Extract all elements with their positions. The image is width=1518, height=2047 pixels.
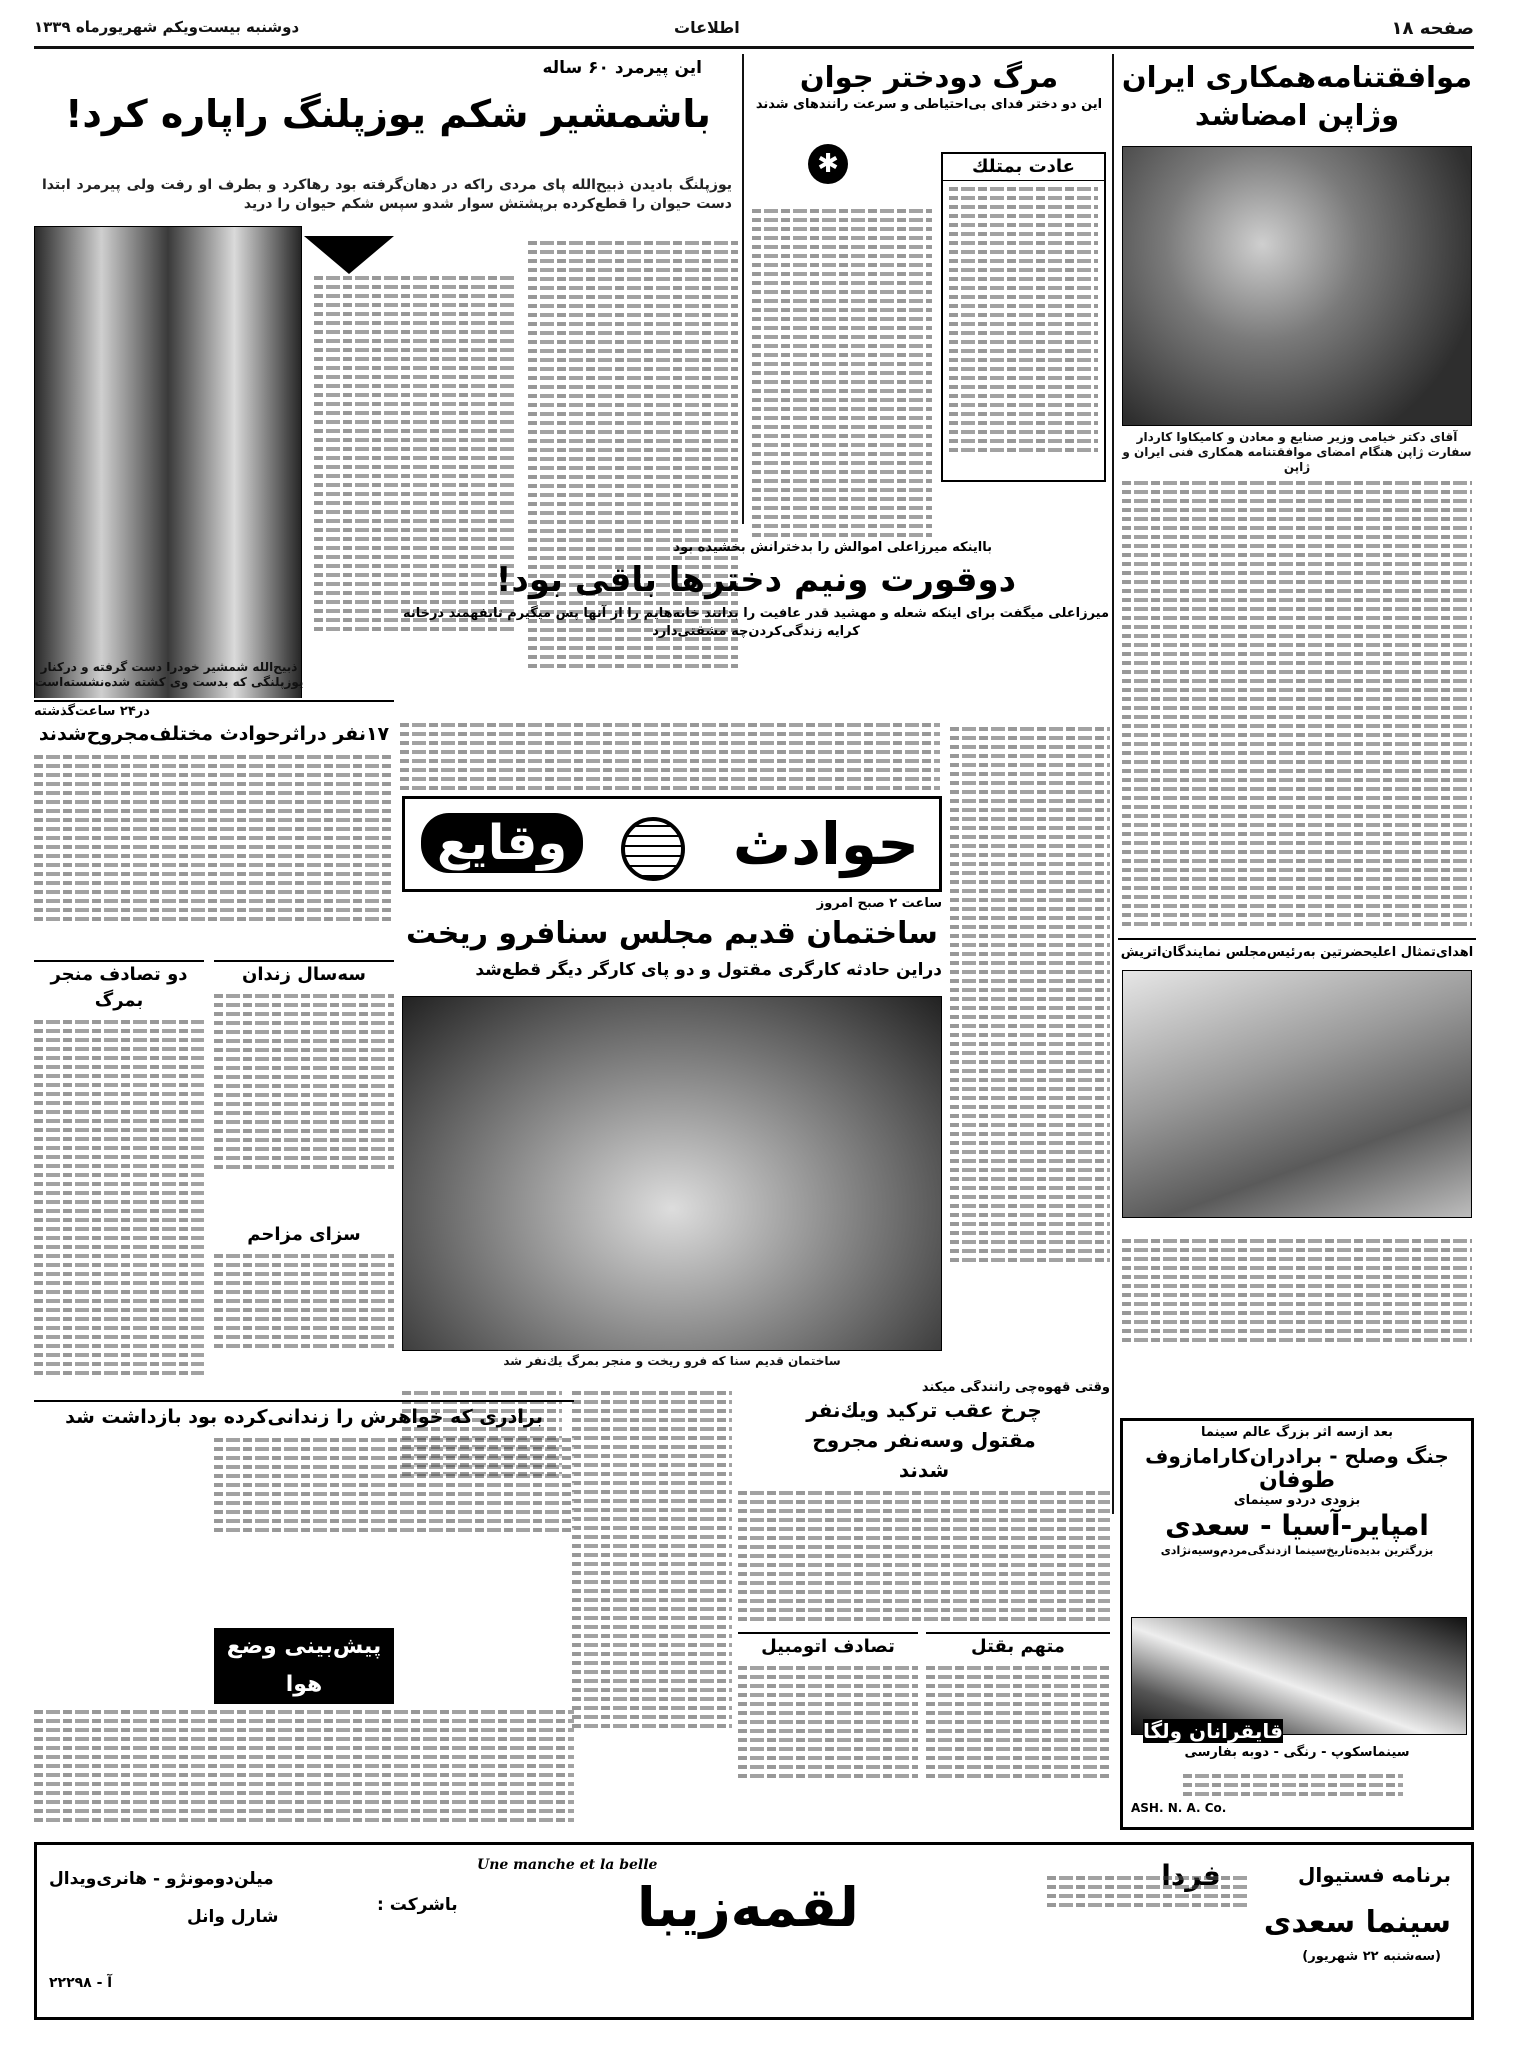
car-accident-title: تصادف اتومبیل: [738, 1632, 918, 1660]
cinema-films: جنگ وصلح - برادران‌کارامازوف: [1145, 1444, 1449, 1468]
two-and-half-article: [400, 540, 1112, 700]
festival-body: [1047, 1871, 1247, 1912]
senate-body: [572, 1386, 732, 1733]
harasser-body: [214, 1254, 394, 1348]
bus-article: [738, 1380, 1110, 1630]
gift-photo: [1122, 970, 1472, 1218]
star-emblem-icon: ✱: [808, 144, 848, 184]
last24-title: ۱۷نفر دراثرحوادث مختلف‌مجروح‌شدند: [38, 723, 390, 745]
senate-title: ساختمان قدیم مجلس سنافرو ریخت: [406, 916, 938, 951]
girls-death-title: مرگ دودختر جوان: [799, 60, 1059, 94]
senate-article: [402, 896, 942, 1376]
issue-date: دوشنبه بیست‌ویکم شهریورماه ۱۳۳۹: [34, 18, 300, 36]
girls-death-body: [752, 204, 932, 538]
leopard-title: باشمشیر شکم یوزپلنگ راپاره کرد!: [65, 92, 711, 136]
page-number: صفحه ۱۸: [1391, 18, 1474, 39]
weather-title: پیش‌بینی وضع هوا: [214, 1628, 394, 1704]
gift-title: اهدای‌تمثال اعلیحضرتین به‌رئیس‌مجلس نمایندگان‌اتریش: [1118, 938, 1476, 962]
cinema-names: امپایر-آسیا - سعدی: [1165, 1509, 1429, 1542]
agreement-body: [1122, 476, 1472, 931]
last24-label: در۲۴ ساعت‌گذشته: [34, 700, 394, 719]
globe-icon: [621, 817, 685, 881]
agreement-title-2: وژاپن امضاشد: [1194, 98, 1400, 132]
festival-cast-2: شارل وانل: [187, 1907, 279, 1927]
leopard-kicker: این پیرمرد ۶۰ ساله: [542, 58, 702, 78]
weather-body: [34, 1710, 574, 1822]
masthead: [34, 18, 1474, 42]
two-and-half-subtitle: میرزاعلی میگفت برای اینکه شعله و مهشید قدر عافیت را بدانند خانه‌هایم را از آنها پس میگیرم تابفهمند درخانه کرایه زندگی‌کردن‌چه مشقتی‌دارد: [402, 606, 1110, 639]
bus-body: [738, 1491, 1110, 1621]
prison-title: سه‌سال زندان: [214, 960, 394, 988]
agreement-title: موافقتنامه‌همکاری ایران: [1121, 60, 1473, 94]
prison-body: [214, 994, 394, 1169]
events-right: حوادث: [732, 810, 919, 878]
festival-ad: [34, 1842, 1474, 2020]
two-and-half-body: [400, 718, 940, 795]
two-and-half-kicker: بااینکه میرزاعلی اموالش را بدخترانش بخشیده بود: [673, 540, 992, 555]
column-rule-center: [742, 54, 744, 524]
brother-title: برادری که خواهرش را زندانی‌کرده بود بازداشت شد: [34, 1400, 574, 1432]
weather-article: [34, 1628, 574, 1833]
cinema-top: بعد از‌سه اثر بزرگ عالم سینما: [1201, 1425, 1393, 1440]
cinema-films-2: طوفان: [1259, 1468, 1335, 1493]
accused-article: [926, 1632, 1110, 1832]
car-accident-article: [738, 1632, 918, 1832]
accused-title: متهم بقتل: [926, 1632, 1110, 1660]
festival-cinema: سینما سعدی: [1263, 1905, 1451, 1940]
agreement-caption: آقای دکتر خیامی وزیر صنایع و معادن و کامیکاوا کاردار سفارت ژاپن هنگام امضای موافقتنامه همکاری فنی ایران و ژاپن: [1122, 430, 1472, 474]
last24-body: [34, 755, 394, 921]
cinema-film: قایقرانان ولگا: [1143, 1719, 1283, 1743]
festival-cast: میلن‌دومونژو - هانری‌ویدال: [49, 1869, 274, 1889]
girls-death-article: [748, 58, 1110, 538]
gift-body: [1122, 1234, 1472, 1347]
column-rule-right: [1112, 54, 1114, 1514]
senate-subtitle: دراین حادثه کارگری مقتول و دو پای کارگر دیگر قطع‌شد: [475, 960, 942, 980]
cinema-credits: [1183, 1769, 1403, 1801]
brother-body: [214, 1438, 574, 1532]
habit-body: [943, 187, 1104, 452]
agreement-photo: [1122, 146, 1472, 426]
harasser-article: [214, 1222, 394, 1390]
habit-title: عادت بمتلك: [943, 154, 1104, 181]
cinema-tagline: بزرگترین بدیده‌تاریخ‌سینما ازدندگی‌مردم‌وسیه‌نژادی: [1160, 1544, 1434, 1557]
senate-time: ساعت ۲ صبح امروز: [816, 896, 942, 911]
last24-article: [34, 700, 394, 960]
festival-program: برنامه فستیوال: [1298, 1863, 1451, 1887]
festival-date: (سه‌شنبه ۲۲ شهریور): [1302, 1949, 1441, 1964]
bus-title: چرخ عقب ترکید ویك‌نفر مقتول وسه‌نفر مجروح شدند: [806, 1398, 1042, 1482]
events-left: وقایع: [421, 813, 583, 873]
leopard-caption: ذبیح‌الله شمشیر خودرا دست گرفته و درکنار یوزپلنگی که بدست وی کشته شده‌نشسته‌است: [34, 660, 304, 689]
cinema-format: سینماسکوپ - رنگی - دوبه بفارسی: [1184, 1745, 1410, 1760]
cinema-soon: بزودی دردو سینمای: [1233, 1493, 1361, 1508]
senate-caption: ساختمان قدیم سنا که فرو ریخت و منجر بمرگ یك‌نفر شد: [503, 1354, 841, 1368]
cinema-photo: [1131, 1617, 1467, 1735]
senate-photo: [402, 996, 942, 1351]
festival-latin: Une manche et la belle: [477, 1857, 658, 1873]
girls-death-subtitle: این دو دختر فدای بی‌احتیاطی و سرعت رانندهای شدند: [755, 97, 1103, 112]
habit-box: [941, 152, 1106, 482]
festival-film: لقمه‌زیبا: [637, 1876, 859, 1939]
accused-body: [926, 1666, 1110, 1778]
gift-article: [1118, 938, 1476, 1418]
paper-name: اطلاعات: [674, 18, 740, 37]
masthead-rule: [34, 46, 1474, 49]
leopard-photo: [34, 226, 302, 698]
center-right-body: [950, 722, 1110, 1267]
cinema-ad: [1120, 1418, 1474, 1830]
cinema-company: ASH. N. A. Co.: [1131, 1801, 1227, 1815]
agreement-article: [1118, 58, 1476, 938]
prison-article: [214, 960, 394, 1220]
two-and-half-title: دوقورت ونیم دخترها باقی بود!: [495, 560, 1017, 600]
leopard-lead: یوزپلنگ بادیدن ذبیح‌الله پای مردی راکه در دهان‌گرفته بود رهاکرد و بطرف او رفت ولی پیرمرد ابتدا دست حیوان را قطع‌کرده برپشتش سوار شدو سپس شکم حیوان را درید: [42, 177, 732, 212]
bus-kicker: وقتی قهوه‌چی رانندگی میکند: [921, 1380, 1110, 1395]
festival-ref: آ - ۲۲۲۹۸: [49, 1975, 113, 1991]
accident-title: دو تصادف منجر بمرگ: [34, 960, 204, 1014]
accident-body: [34, 1020, 204, 1375]
harasser-title: سزای مزاحم: [247, 1224, 361, 1245]
festival-with: باشرکت :: [377, 1895, 458, 1915]
car-accident-body: [738, 1666, 918, 1778]
accident-article: [34, 960, 204, 1390]
events-banner: [402, 796, 942, 892]
